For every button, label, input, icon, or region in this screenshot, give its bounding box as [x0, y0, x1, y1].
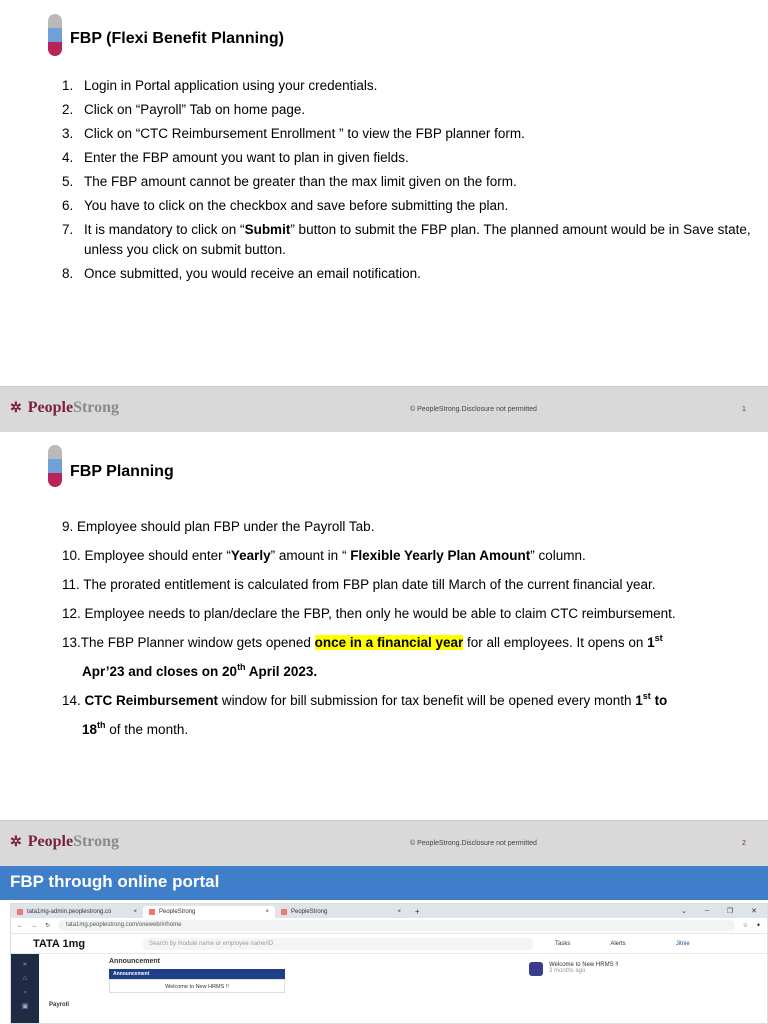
payroll-section[interactable]: Payroll: [49, 1002, 70, 1008]
favicon-icon: [149, 909, 155, 915]
list-item: 3. Click on “CTC Reimbursement Enrollment ” to view the FBP planner form.: [62, 126, 525, 141]
logo-mark-icon: ✲: [10, 400, 22, 416]
app-body: [11, 954, 767, 1024]
browser-tab-active[interactable]: PeopleStrong ×: [143, 906, 275, 918]
favicon-icon: [17, 909, 23, 915]
list-item: 5. The FBP amount cannot be greater than the max limit given on the form.: [62, 174, 517, 189]
peoplestrong-logo: ✲ People Strong: [10, 399, 119, 416]
list-item: 9. Employee should plan FBP under the Payroll Tab.: [62, 519, 375, 534]
window-controls[interactable]: [681, 907, 767, 915]
page-number: 1: [742, 406, 746, 413]
extensions-icon[interactable]: ✦: [755, 923, 761, 929]
close-icon: ×: [265, 909, 269, 915]
peoplestrong-logo: ✲ People Strong: [10, 833, 119, 850]
portal-screenshot: [10, 903, 768, 1024]
expand-icon[interactable]: »: [23, 961, 27, 968]
menu-icon[interactable]: ▫: [23, 989, 27, 996]
list-item: 2. Click on “Payroll” Tab on home page.: [62, 102, 306, 117]
alerts-menu[interactable]: Alerts: [610, 940, 626, 947]
copyright-text: © PeopleStrong.Disclosure not permitted: [410, 840, 537, 847]
list-item: 13.The FBP Planner window gets opened once in a financial year for all employees. It opens on 1st: [62, 633, 663, 650]
close-icon: ✕: [751, 908, 757, 915]
close-icon: ×: [133, 909, 137, 915]
minimize-icon: –: [704, 907, 709, 914]
back-icon[interactable]: ←: [17, 922, 23, 929]
close-icon: ×: [397, 909, 401, 915]
copyright-text: © PeopleStrong.Disclosure not permitted: [410, 406, 537, 413]
url-field[interactable]: tata1mg.peoplestrong.com/oneweb/#/home: [58, 920, 735, 931]
browser-tabbar: [11, 904, 767, 918]
address-bar: [11, 918, 767, 934]
favicon-icon: [281, 909, 287, 915]
highlight: once in a financial year: [314, 635, 464, 650]
steps-list: [62, 74, 757, 286]
new-tab-icon[interactable]: +: [415, 906, 420, 916]
notification-item[interactable]: Welcome to New HRMS !! 3 months ago: [529, 962, 729, 1024]
home-icon[interactable]: ⌂: [22, 975, 28, 982]
slide-1: [0, 0, 768, 386]
main-area: [39, 954, 289, 1024]
star-icon[interactable]: ☆: [742, 923, 748, 929]
accent-bar: [48, 445, 62, 487]
section-banner: FBP through online portal: [0, 866, 768, 900]
logo-mark-icon: ✲: [10, 834, 22, 850]
accent-bar: [48, 14, 62, 56]
user-menu[interactable]: Jitnie: [675, 940, 690, 947]
search-input[interactable]: Search by module name or employee name/ID: [143, 938, 533, 950]
list-item: 8. Once submitted, you would receive an email notification.: [62, 266, 421, 281]
planning-list: [62, 512, 752, 744]
slide-title: FBP Planning: [70, 463, 174, 480]
slide-title: FBP (Flexi Benefit Planning): [70, 30, 284, 47]
apps-icon[interactable]: ▣: [21, 1003, 29, 1010]
list-item: 6. You have to click on the checkbox and save before submitting the plan.: [62, 198, 509, 213]
list-item-continued: 18th of the month.: [82, 720, 189, 737]
announcement-body: Welcome to New HRMS !!: [109, 979, 285, 993]
app-header: [11, 934, 767, 954]
list-item: 1. Login in Portal application using your credentials.: [62, 78, 378, 93]
brand-logo: TATA 1mg: [33, 937, 86, 950]
list-item: 4. Enter the FBP amount you want to plan in given fields.: [62, 150, 409, 165]
slide-footer: [0, 386, 768, 432]
list-item: 12. Employee needs to plan/declare the FBP, then only he would be able to claim CTC reimbursement.: [62, 606, 676, 621]
maximize-icon: ❐: [726, 908, 734, 915]
list-item-continued: Apr’23 and closes on 20th April 2023.: [82, 662, 318, 679]
page-number: 2: [742, 840, 746, 847]
slide-footer: [0, 820, 768, 866]
forward-icon[interactable]: →: [31, 922, 37, 929]
list-item: 14. CTC Reimbursement window for bill submission for tax benefit will be opened every month 1st to: [62, 691, 668, 708]
browser-tab[interactable]: tata1mg-admin.peoplestrong.co ×: [11, 906, 143, 918]
announcement-header: Announcement: [109, 969, 285, 979]
announcement-title: Announcement: [109, 958, 160, 965]
notification-icon: [529, 962, 543, 976]
list-item: 10. Employee should enter “Yearly” amount in “ Flexible Yearly Plan Amount” column.: [62, 548, 586, 563]
left-nav: [11, 954, 39, 1024]
list-item: 11. The prorated entitlement is calculated from FBP plan date till March of the current financial year.: [62, 577, 656, 592]
list-item: 7. It is mandatory to click on “Submit” button to submit the FBP plan. The planned amount would be in Save state, unless you click on submit button.: [62, 222, 751, 257]
chevron-down-icon: ⌄: [681, 908, 687, 915]
browser-tab[interactable]: PeopleStrong ×: [275, 906, 407, 918]
reload-icon[interactable]: ↻: [45, 923, 51, 929]
tasks-menu[interactable]: Tasks: [555, 940, 571, 947]
